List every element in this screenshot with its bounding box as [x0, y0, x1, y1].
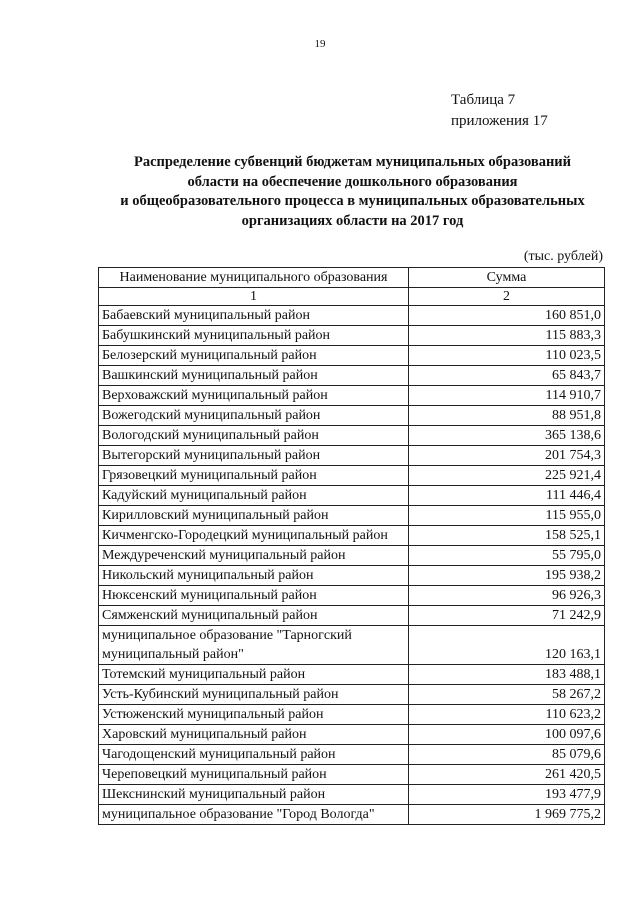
municipality-name: Кадуйский муниципальный район — [99, 486, 409, 506]
title-line: организациях области на 2017 год — [241, 212, 464, 229]
municipality-name: Кирилловский муниципальный район — [99, 506, 409, 526]
table-row — [99, 626, 605, 665]
municipality-name: Вытегорский муниципальный район — [99, 446, 409, 466]
table-row — [99, 665, 605, 685]
header-row — [99, 268, 605, 288]
subvention-sum: 71 242,9 — [409, 606, 605, 626]
table-row — [99, 386, 605, 406]
subvention-table — [98, 267, 605, 825]
municipality-name: Чагодощенский муниципальный район — [99, 745, 409, 765]
municipality-name: муниципальное образование "Город Вологда" — [99, 805, 409, 825]
municipality-name: Белозерский муниципальный район — [99, 346, 409, 366]
subvention-sum: 193 477,9 — [409, 785, 605, 805]
municipality-name: Никольский муниципальный район — [99, 566, 409, 586]
table-reference-line: Таблица 7 — [451, 92, 516, 108]
title-line: и общеобразовательного процесса в муниципальных образовательных — [120, 193, 585, 209]
column-number: 1 — [99, 288, 409, 306]
table-row — [99, 406, 605, 426]
table-row — [99, 446, 605, 466]
document-title — [60, 153, 640, 231]
table-row — [99, 426, 605, 446]
municipality-name: Верховажский муниципальный район — [99, 386, 409, 406]
municipality-name: Вашкинский муниципальный район — [99, 366, 409, 386]
municipality-name: муниципальное образование "Тарногский муниципальный район" — [99, 626, 409, 665]
municipality-name: Сямженский муниципальный район — [99, 606, 409, 626]
municipality-name: Вожегодский муниципальный район — [99, 406, 409, 426]
title-line: Распределение субвенций бюджетам муниципальных образований — [133, 154, 572, 170]
table-row — [99, 785, 605, 805]
table-row — [99, 606, 605, 626]
municipality-name: Междуреченский муниципальный район — [99, 546, 409, 566]
subvention-sum: 88 951,8 — [409, 406, 605, 426]
municipality-name: Харовский муниципальный район — [99, 725, 409, 745]
column-number: 2 — [409, 288, 605, 306]
table-body — [99, 306, 605, 825]
column-header-name: Наименование муниципального образования — [99, 268, 409, 288]
municipality-name: Тотемский муниципальный район — [99, 665, 409, 685]
table-reference-line: приложения 17 — [451, 113, 548, 129]
municipality-name: Кичменгско-Городецкий муниципальный район — [99, 526, 409, 546]
subvention-sum: 195 938,2 — [409, 566, 605, 586]
column-number-row — [99, 288, 605, 306]
table-row — [99, 326, 605, 346]
subvention-sum: 65 843,7 — [409, 366, 605, 386]
table-row — [99, 745, 605, 765]
subvention-sum: 85 079,6 — [409, 745, 605, 765]
subvention-sum: 225 921,4 — [409, 466, 605, 486]
subvention-sum: 115 883,3 — [409, 326, 605, 346]
units-label: (тыс. рублей) — [523, 249, 603, 264]
subvention-sum: 183 488,1 — [409, 665, 605, 685]
table-row — [99, 566, 605, 586]
subvention-sum: 58 267,2 — [409, 685, 605, 705]
subvention-sum: 158 525,1 — [409, 526, 605, 546]
title-line: области на обеспечение дошкольного образования — [187, 173, 518, 190]
municipality-name: Вологодский муниципальный район — [99, 426, 409, 446]
subvention-sum: 111 446,4 — [409, 486, 605, 506]
table-row — [99, 725, 605, 745]
municipality-name: Усть-Кубинский муниципальный район — [99, 685, 409, 705]
subvention-sum: 1 969 775,2 — [409, 805, 605, 825]
table-row — [99, 486, 605, 506]
municipality-name: Шекснинский муниципальный район — [99, 785, 409, 805]
table-row — [99, 506, 605, 526]
municipality-name: Череповецкий муниципальный район — [99, 765, 409, 785]
subvention-sum: 96 926,3 — [409, 586, 605, 606]
table-row — [99, 346, 605, 366]
subvention-sum: 110 023,5 — [409, 346, 605, 366]
subvention-sum: 120 163,1 — [409, 626, 605, 665]
subvention-sum: 55 795,0 — [409, 546, 605, 566]
table-row — [99, 705, 605, 725]
municipality-name: Бабаевский муниципальный район — [99, 306, 409, 326]
municipality-name: Нюксенский муниципальный район — [99, 586, 409, 606]
subvention-sum: 114 910,7 — [409, 386, 605, 406]
table-row — [99, 685, 605, 705]
subvention-sum: 160 851,0 — [409, 306, 605, 326]
subvention-sum: 115 955,0 — [409, 506, 605, 526]
subvention-sum: 110 623,2 — [409, 705, 605, 725]
subvention-sum: 365 138,6 — [409, 426, 605, 446]
table-row — [99, 546, 605, 566]
table-row — [99, 586, 605, 606]
subvention-sum: 261 420,5 — [409, 765, 605, 785]
table-row — [99, 306, 605, 326]
subvention-sum: 100 097,6 — [409, 725, 605, 745]
table-row — [99, 466, 605, 486]
municipality-name: Устюженский муниципальный район — [99, 705, 409, 725]
table-row — [99, 805, 605, 825]
page-number: 19 — [314, 38, 326, 50]
table-row — [99, 526, 605, 546]
column-header-sum: Сумма — [409, 268, 605, 288]
subvention-sum: 201 754,3 — [409, 446, 605, 466]
table-reference — [451, 90, 548, 132]
municipality-name: Грязовецкий муниципальный район — [99, 466, 409, 486]
table-row — [99, 366, 605, 386]
municipality-name: Бабушкинский муниципальный район — [99, 326, 409, 346]
table-row — [99, 765, 605, 785]
